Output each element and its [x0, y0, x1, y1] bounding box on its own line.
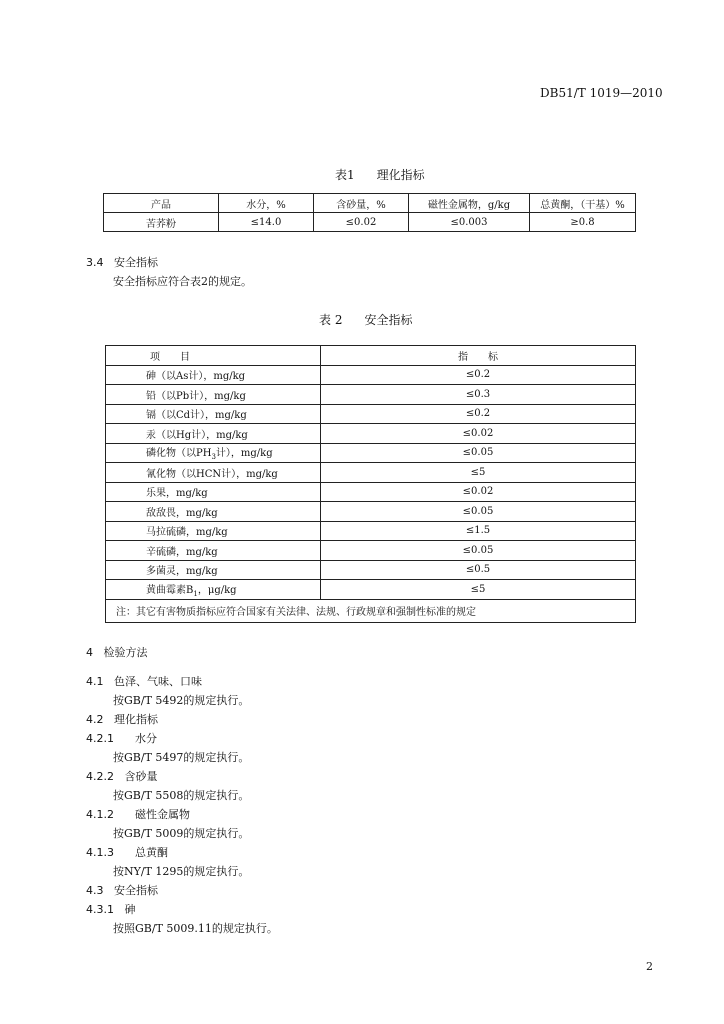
table-row	[106, 404, 636, 424]
document-code: DB51/T 1019—2010	[540, 86, 663, 100]
section-heading	[86, 768, 158, 784]
section-3-4-text: 安全指标应符合表2的规定。	[113, 275, 252, 288]
section-number: 4	[86, 646, 93, 659]
section-title: 安全指标	[114, 884, 158, 897]
section-heading	[86, 882, 158, 898]
table2-value: ≤5	[321, 463, 636, 483]
table1-header-cell: 总黄酮，（干基）%	[530, 194, 636, 213]
item-text: 计），mg/kg	[215, 448, 273, 460]
table-row	[106, 365, 636, 385]
table2-header-row	[106, 346, 636, 366]
table1-cell: ≤14.0	[219, 213, 314, 232]
table2-item: 镉（以Cd计），mg/kg	[106, 404, 321, 424]
section-number: 3.4	[86, 256, 104, 269]
section-text: 按GB/T 5497的规定执行。	[113, 751, 250, 764]
section-title: 安全指标	[114, 256, 158, 269]
section-title: 理化指标	[114, 713, 158, 726]
table1-caption-number: 表1	[335, 168, 355, 182]
item-text: 黄曲霉素B	[146, 584, 194, 596]
section-title: 检验方法	[103, 646, 148, 659]
table-row	[106, 463, 636, 483]
section-number: 4.1	[86, 675, 104, 688]
table-row	[104, 213, 636, 232]
section-heading	[86, 844, 168, 860]
table1-caption-title: 理化指标	[376, 168, 425, 182]
section-number: 4.2	[86, 713, 104, 726]
section-text: 按GB/T 5492的规定执行。	[113, 694, 250, 707]
item-subscript: 1	[193, 589, 198, 598]
table-row	[106, 521, 636, 541]
table-row	[106, 560, 636, 580]
section-number: 4.3.1	[86, 903, 114, 916]
table2-item: 乐果，mg/kg	[106, 482, 321, 502]
item-text: 磷化物（以PH	[146, 448, 212, 460]
table2-item: 砷（以As计），mg/kg	[106, 365, 321, 385]
table-row	[106, 443, 636, 463]
section-3-4-heading	[86, 254, 158, 270]
table2-value: ≤0.02	[321, 482, 636, 502]
section-title: 含砂量	[124, 770, 158, 783]
table2-note-row	[106, 599, 636, 622]
section-number: 4.3	[86, 884, 104, 897]
table1-caption	[335, 166, 425, 183]
table1-cell: ≤0.003	[409, 213, 530, 232]
section-title: 总黄酮	[134, 846, 168, 859]
section-title: 磁性金属物	[134, 808, 190, 821]
section-number: 4.2.1	[86, 732, 114, 745]
section-text: 按GB/T 5009的规定执行。	[113, 827, 250, 840]
table-row	[106, 482, 636, 502]
table-row	[106, 385, 636, 405]
table2-item: 辛硫磷，mg/kg	[106, 541, 321, 561]
section-heading	[86, 673, 202, 689]
table2-value: ≤0.3	[321, 385, 636, 405]
table2-item: 氰化物（以HCN计），mg/kg	[106, 463, 321, 483]
table1-header-cell: 含砂量，%	[314, 194, 409, 213]
section-number: 4.1.2	[86, 808, 114, 821]
section-heading	[86, 806, 190, 822]
physicochemical-table	[103, 193, 636, 232]
table1-cell: 苦荞粉	[104, 213, 219, 232]
table2-value: ≤0.5	[321, 560, 636, 580]
table1-header-cell: 产品	[104, 194, 219, 213]
section-heading	[86, 730, 157, 746]
table2-item: 敌敌畏，mg/kg	[106, 502, 321, 522]
table2-item: 汞（以Hg计），mg/kg	[106, 424, 321, 444]
section-text: 按照GB/T 5009.11的规定执行。	[113, 922, 278, 935]
table-row	[106, 580, 636, 600]
section-heading	[86, 901, 136, 917]
table1-cell: ≥0.8	[530, 213, 636, 232]
section-text: 按GB/T 5508的规定执行。	[113, 789, 250, 802]
section-text: 按NY/T 1295的规定执行。	[113, 865, 250, 878]
table1-cell: ≤0.02	[314, 213, 409, 232]
table2-caption-number: 表 2	[319, 313, 343, 327]
table2-value: ≤5	[321, 580, 636, 600]
section-title: 砷	[124, 903, 136, 916]
table2-header-item: 项 目	[106, 346, 321, 366]
table-row	[106, 502, 636, 522]
table2-value: ≤0.05	[321, 541, 636, 561]
table-row	[106, 541, 636, 561]
table2-header-value: 指 标	[321, 346, 636, 366]
table2-item	[106, 443, 321, 463]
table1-header-cell: 磁性金属物，g/kg	[409, 194, 530, 213]
table2-item	[106, 580, 321, 600]
item-subscript: 3	[211, 453, 216, 462]
page-number: 2	[646, 960, 653, 973]
table2-item: 多菌灵，mg/kg	[106, 560, 321, 580]
safety-table	[105, 345, 636, 623]
section-title: 水分	[134, 732, 157, 745]
table2-item: 马拉硫磷，mg/kg	[106, 521, 321, 541]
section-heading	[86, 644, 148, 660]
section-heading	[86, 711, 158, 727]
table1-header-row	[104, 194, 636, 213]
table2-caption-title: 安全指标	[364, 313, 413, 327]
table2-caption	[319, 311, 412, 328]
table2-value: ≤1.5	[321, 521, 636, 541]
table2-value: ≤0.2	[321, 404, 636, 424]
section-number: 4.2.2	[86, 770, 114, 783]
table2-note: 注：其它有害物质指标应符合国家有关法律、法规、行政规章和强制性标准的规定	[106, 599, 636, 622]
table2-value: ≤0.02	[321, 424, 636, 444]
section-number: 4.1.3	[86, 846, 114, 859]
table2-value: ≤0.05	[321, 443, 636, 463]
table-row	[106, 424, 636, 444]
item-text: ，μg/kg	[197, 584, 237, 596]
table2-value: ≤0.2	[321, 365, 636, 385]
table1-header-cell: 水分，%	[219, 194, 314, 213]
section-title: 色泽、气味、口味	[114, 675, 202, 688]
table2-item: 铅（以Pb计），mg/kg	[106, 385, 321, 405]
table2-value: ≤0.05	[321, 502, 636, 522]
